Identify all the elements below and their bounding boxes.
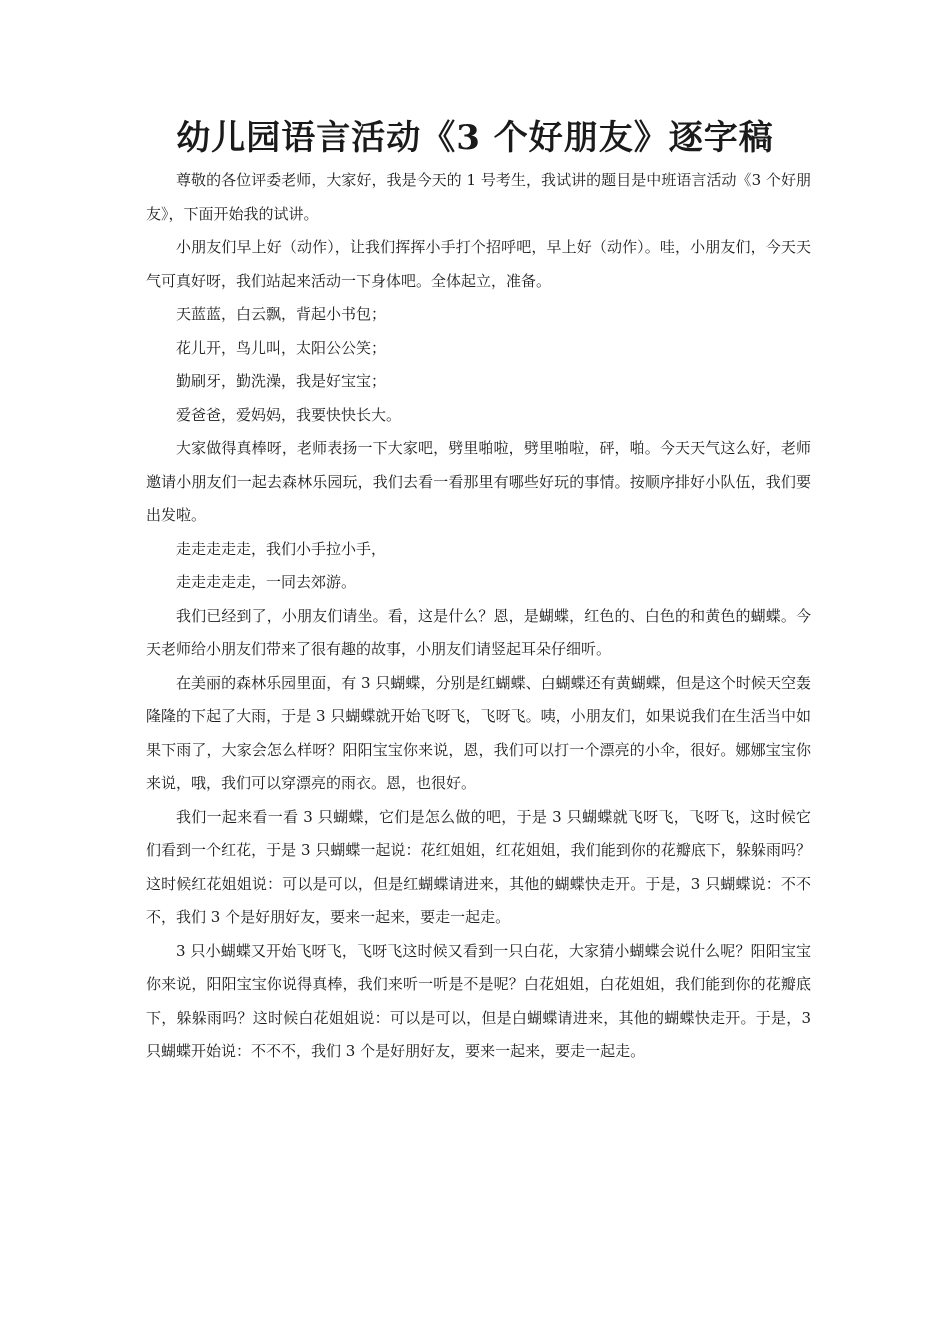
- rhyme-line-2: 花儿开，鸟儿叫，太阳公公笑；: [176, 338, 387, 357]
- paragraph-praise: 大家做得真棒呀，老师表扬一下大家吧，劈里啪啦，劈里啪啦，砰，啪。今天天气这么好，老师邀请小朋友们一起去森林乐园玩，我们去看一看那里有哪些好玩的事情。按顺序排好小队伍，我们要出发啦。: [146, 439, 811, 524]
- walking-rhyme-line-1: 走走走走走，我们小手拉小手，: [176, 539, 387, 558]
- rhyme-line-3: 勤刷牙，勤洗澡，我是好宝宝；: [176, 372, 387, 390]
- paragraph-greeting: 小朋友们早上好（动作），让我们挥挥小手打个招呼吧，早上好（动作）。哇，小朋友们，今天天气可真好呀，我们站起来活动一下身体吧。全体起立，准备。: [146, 238, 811, 290]
- document-body: [146, 164, 811, 1069]
- paragraph-arrival: 我们已经到了，小朋友们请坐。看，这是什么？恩，是蝴蝶，红色的、白色的和黄色的蝴蝶。今天老师给小朋友们带来了很有趣的故事，小朋友们请竖起耳朵仔细听。: [146, 606, 811, 658]
- rhyme-line-4: 爱爸爸，爱妈妈，我要快快长大。: [176, 405, 402, 424]
- paragraph-intro: 尊敬的各位评委老师，大家好，我是今天的 1 号考生，我试讲的题目是中班语言活动《3 个好朋友》，下面开始我的试讲。: [146, 171, 811, 223]
- paragraph-story-3: 3 只小蝴蝶又开始飞呀飞，飞呀飞这时候又看到一只白花，大家猜小蝴蝶会说什么呢？阳阳宝宝你来说，阳阳宝宝你说得真棒，我们来听一听是不是呢？白花姐姐，白花姐姐，我们能到你的花瓣底下，躲躲雨吗？这时候白花姐姐说：可以是可以，但是白蝴蝶请进来，其他的蝴蝶快走开。于是，3 只蝴蝶开始说：不不不，我们 3 个是好朋好友，要来一起来，要走一起走。: [146, 941, 811, 1060]
- rhyme-line-1: 天蓝蓝，白云飘，背起小书包；: [176, 305, 387, 323]
- paragraph-story-2: 我们一起来看一看 3 只蝴蝶，它们是怎么做的吧，于是 3 只蝴蝶就飞呀飞，飞呀飞，这时候它们看到一个红花，于是 3 只蝴蝶一起说：花红姐姐，红花姐姐，我们能到你的花瓣底下，躲躲雨吗？这时候红花姐姐说：可以是可以，但是红蝴蝶请进来，其他的蝴蝶快走开。于是，3 只蝴蝶说：不不不，我们 3 个是好朋好友，要来一起来，要走一起走。: [146, 807, 811, 926]
- document-title: 幼儿园语言活动《3 个好朋友》逐字稿: [176, 118, 774, 158]
- walking-rhyme-line-2: 走走走走走，一同去郊游。: [176, 573, 357, 591]
- paragraph-story-1: 在美丽的森林乐园里面，有 3 只蝴蝶，分别是红蝴蝶、白蝴蝶还有黄蝴蝶，但是这个时候天空轰隆隆的下起了大雨，于是 3 只蝴蝶就开始飞呀飞，飞呀飞。咦，小朋友们，如果说我们在生活当中如果下雨了，大家会怎么样呀？阳阳宝宝你来说，恩，我们可以打一个漂亮的小伞，很好。娜娜宝宝你来说，哦，我们可以穿漂亮的雨衣。恩，也很好。: [146, 673, 811, 792]
